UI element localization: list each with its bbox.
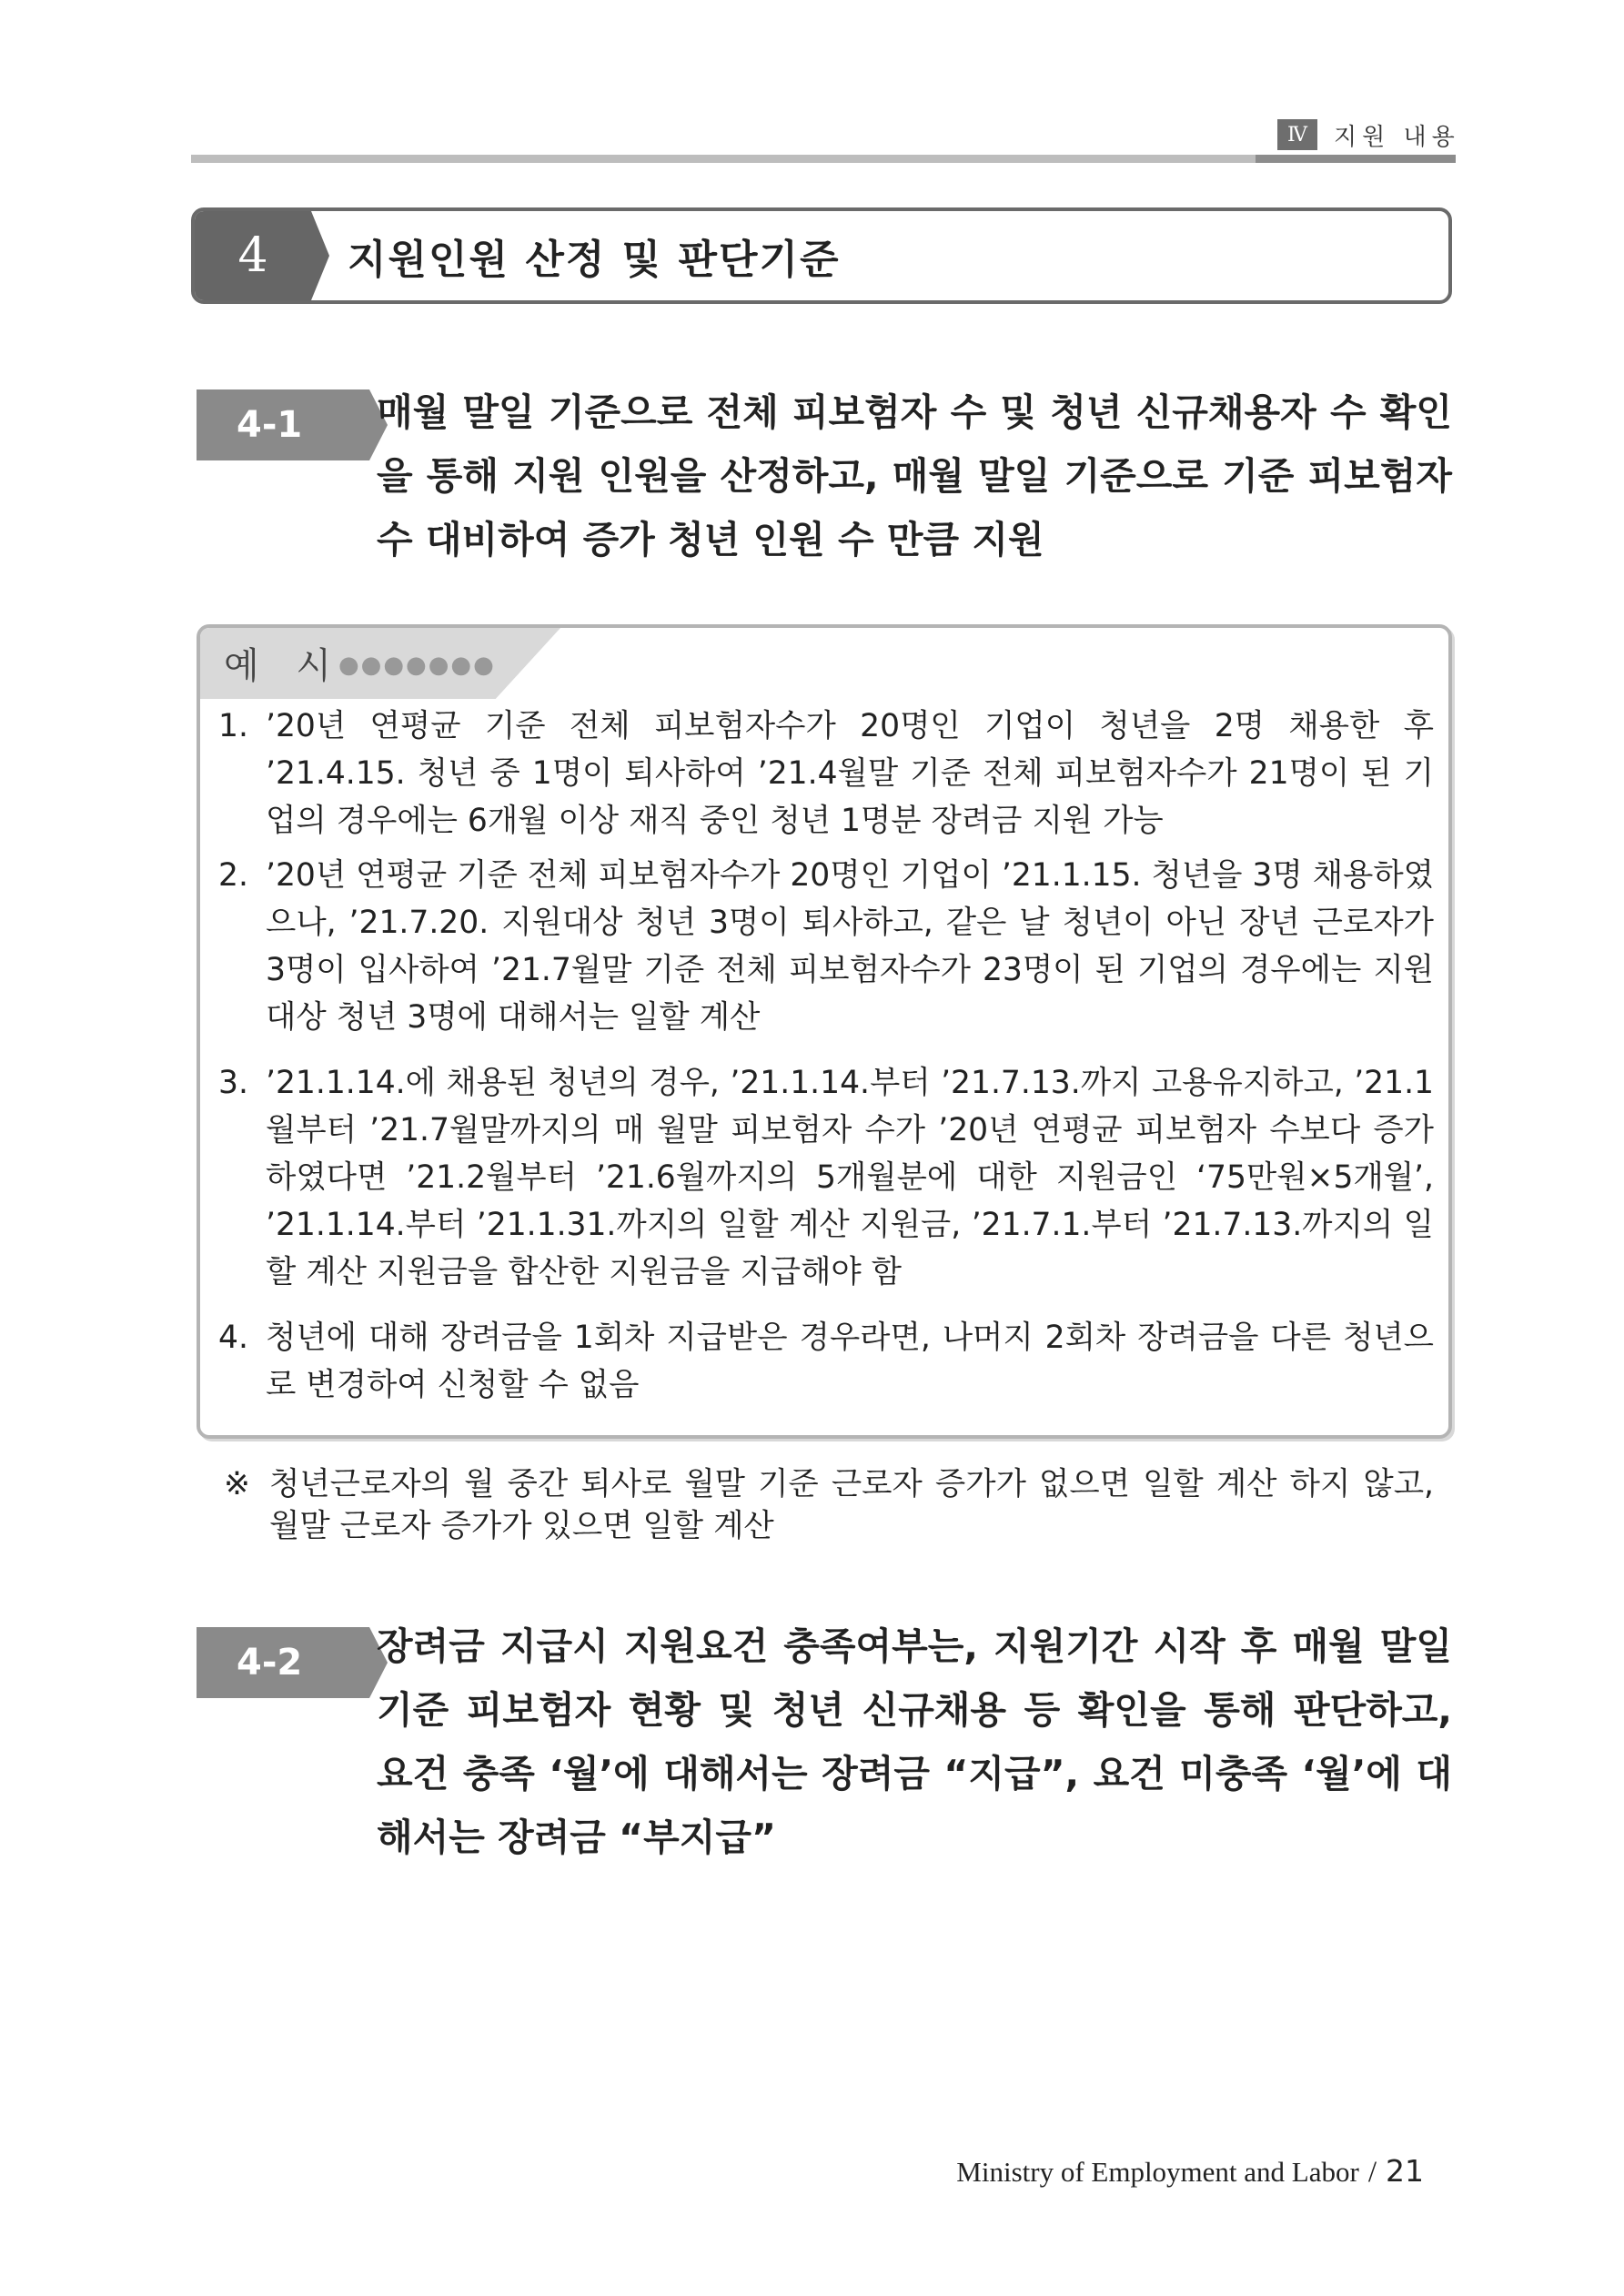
header-rule	[191, 155, 1256, 163]
example-item-text: ’20년 연평균 기준 전체 피보험자수가 20명인 기업이 ’21.1.15. 청년을 3명 채용하였으나, ’21.7.20. 지원대상 청년 3명이 퇴사하고, 같은 날 청년이 아닌 장년 근로자가 3명이 입사하여 ’21.7월말 기준 전체 피보험자수가 23명이 된 기업의 경우에는 지원대상 청년 3명에 대해서는 일할 계산	[266, 857, 1434, 1036]
example-label: 예 시	[224, 645, 344, 687]
header-rule-accent	[1256, 155, 1456, 163]
example-item-number: 2.	[218, 857, 248, 894]
subsection-tag-label: 4-2	[197, 1627, 369, 1698]
example-item-text: ’20년 연평균 기준 전체 피보험자수가 20명인 기업이 청년을 2명 채용한 후 ’21.4.15. 청년 중 1명이 퇴사하여 ’21.4월말 기준 전체 피보험자수가 21명이 된 기업의 경우에는 6개월 이상 재직 중인 청년 1명분 장려금 지원 가능	[266, 708, 1434, 839]
example-item-number: 4.	[218, 1320, 248, 1356]
page-number: 21	[1386, 2153, 1424, 2189]
section-title: 지원인원 산정 및 판단기준	[348, 237, 841, 283]
chapter-title: 지원 내용	[1334, 123, 1460, 151]
note-text: 청년근로자의 월 중간 퇴사로 월말 기준 근로자 증가가 없으면 일할 계산 하지 않고, 월말 근로자 증가가 있으면 일할 계산	[269, 1466, 1434, 1544]
subsection-tag-4-2	[197, 1627, 388, 1698]
example-item-text: ’21.1.14.에 채용된 청년의 경우, ’21.1.14.부터 ’21.7.13.까지 고용유지하고, ’21.1월부터 ’21.7월말까지의 매 월말 피보험자 수가 ’20년 연평균 피보험자 수보다 증가하였다면 ’21.2월부터 ’21.6월까지의 5개월분에 대한 지원금인 ‘75만원×5개월’, ’21.1.14.부터 ’21.1.31.까지의 일할 계산 지원금, ’21.7.1.부터 ’21.7.13.까지의 일할 계산 지원금을 합산한 지원금을 지급해야 함	[266, 1065, 1434, 1290]
example-item-number: 3.	[218, 1065, 248, 1101]
section-heading	[191, 207, 1452, 304]
subsection-tag-4-1	[197, 389, 388, 460]
subsection-tag-label: 4-1	[197, 389, 369, 460]
example-list	[218, 703, 1434, 1409]
note-mark: ※	[224, 1466, 250, 1502]
section-number-arrow	[311, 211, 329, 300]
page-footer	[956, 2153, 1424, 2190]
reference-note	[224, 1463, 1434, 1547]
footer-separator: /	[1367, 2156, 1377, 2189]
section-number: 4	[195, 211, 311, 300]
example-item	[218, 703, 1434, 845]
running-header	[1277, 119, 1460, 150]
example-item	[218, 1059, 1434, 1296]
example-item-text: 청년에 대해 장려금을 1회차 지급받은 경우라면, 나머지 2회차 장려금을 다른 청년으로 변경하여 신청할 수 없음	[266, 1320, 1434, 1403]
footer-ministry: Ministry of Employment and Labor	[956, 2156, 1359, 2188]
subsection-text-4-2: 장려금 지급시 지원요건 충족여부는, 지원기간 시작 후 매월 말일 기준 피보험자 현황 및 청년 신규채용 등 확인을 통해 판단하고, 요건 충족 ‘월’에 대해서는 장려금 “지급”, 요건 미충족 ‘월’에 대해서는 장려금 “부지급”	[377, 1624, 1452, 1859]
example-dots: ●●●●●●●	[338, 652, 496, 679]
example-item	[218, 1314, 1434, 1409]
chapter-number-badge: Ⅳ	[1277, 119, 1317, 150]
subsection-text-4-1: 매월 말일 기준으로 전체 피보험자 수 및 청년 신규채용자 수 확인을 통해 지원 인원을 산정하고, 매월 말일 기준으로 기준 피보험자 수 대비하여 증가 청년 인원 수 만큼 지원	[377, 390, 1452, 561]
example-item-number: 1.	[218, 708, 248, 744]
example-item	[218, 852, 1434, 1041]
